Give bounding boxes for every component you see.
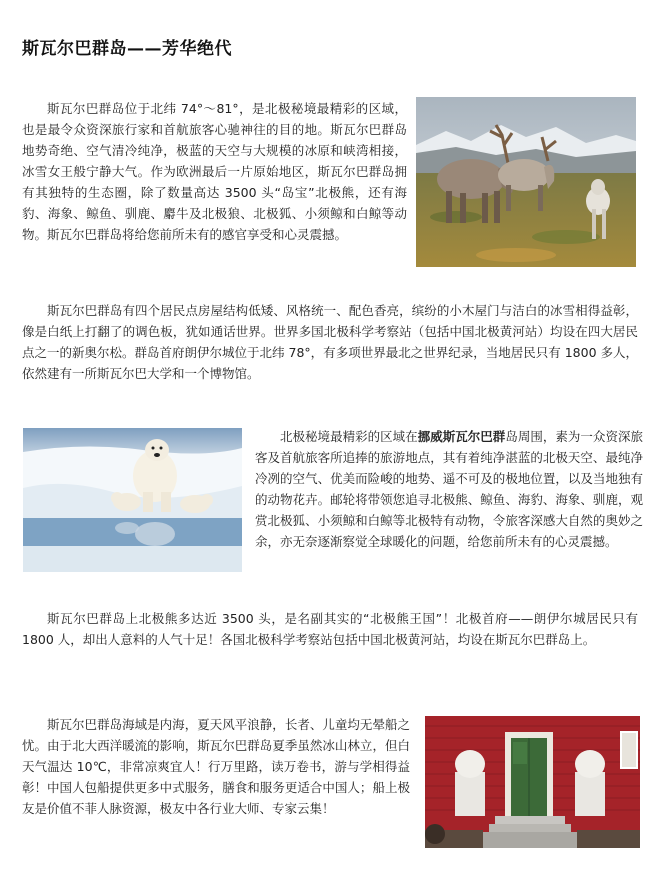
reindeer-photo bbox=[416, 97, 636, 267]
p3-highlight: 挪威斯瓦尔巴群 bbox=[417, 429, 506, 444]
p3-text-before: 北极秘境最精彩的区域在 bbox=[280, 429, 418, 444]
polar-bear-photo bbox=[23, 428, 242, 572]
paragraph-highlights bbox=[255, 426, 643, 552]
paragraph-settlements: 斯瓦尔巴群岛有四个居民点房屋结构低矮、风格统一、配色香亮，缤纷的小木屋门与洁白的冰雪相得益彰，像是白纸上打翻了的调色板，犹如通话世界。世界多国北极科学考察站（包括中国北极黄河站）均设在四大居民点之一的新奥尔松。群岛首府朗伊尔城位于北纬 78°，有多项世界最北之世界纪录，当地居民只有 1800 多人，依然建有一所斯瓦尔巴大学和一个博物馆。 bbox=[22, 303, 638, 381]
red-building-photo bbox=[425, 716, 640, 848]
paragraph-polar-bear-kingdom: 斯瓦尔巴群岛上北极熊多达近 3500 头，是名副其实的“北极熊王国”！北极首府——朗伊尔城居民只有 1800 人，却出人意料的人气十足！各国北极科学考察站包括中国北极黄河站，均设在斯瓦尔巴群岛上。 bbox=[22, 611, 638, 647]
paragraph-sea-and-climate: 斯瓦尔巴群岛海域是内海，夏天风平浪静，长者、儿童均无晕船之忧。由于北大西洋暖流的影响，斯瓦尔巴群岛夏季虽然冰山林立，但白天气温达 10℃，非常凉爽宜人！行万里路，读万卷书，游与学相得益彰！中国人包船提供更多中式服务，膳食和服务更适合中国人；船上极友是价值不菲人脉资源，极友中各行业大师、专家云集！ bbox=[22, 717, 410, 816]
paragraph-intro: 斯瓦尔巴群岛位于北纬 74°～81°，是北极秘境最精彩的区域，也是最令众资深旅行家和首航旅客心驰神往的目的地。斯瓦尔巴群岛地势奇绝、空气清冷纯净，极蓝的天空与大规模的冰原和峡湾相接，冰雪女王般宁静大气。作为欧洲最后一片原始地区，斯瓦尔巴群岛拥有其独特的生态圈，除了数量高达 3500 头“岛宝”北极熊，还有海豹、海象、鲸鱼、驯鹿、麝牛及北极狼、北极狐、小须鲸和白鲸等动物。斯瓦尔巴群岛将给您前所未有的感官享受和心灵震撼。 bbox=[22, 101, 407, 242]
page-title: 斯瓦尔巴群岛——芳华绝代 bbox=[22, 39, 232, 59]
p3-text-after: 岛周围，素为一众资深旅客及首航旅客所追捧的旅游地点，其有着纯净湛蓝的北极天空、最纯净冷冽的空气、优美而险峻的地势、遥不可及的极地位置，以及当地独有的动物花卉。邮轮将带领您追寻北极熊、鲸鱼、海豹、海象、驯鹿，观赏北极狐、小须鲸和白鲸等北极特有动物，令旅客深感大自然的奥妙之余，亦无奈逐渐察觉全球暖化的问题，给您前所未有的心灵震撼。 bbox=[255, 429, 643, 549]
